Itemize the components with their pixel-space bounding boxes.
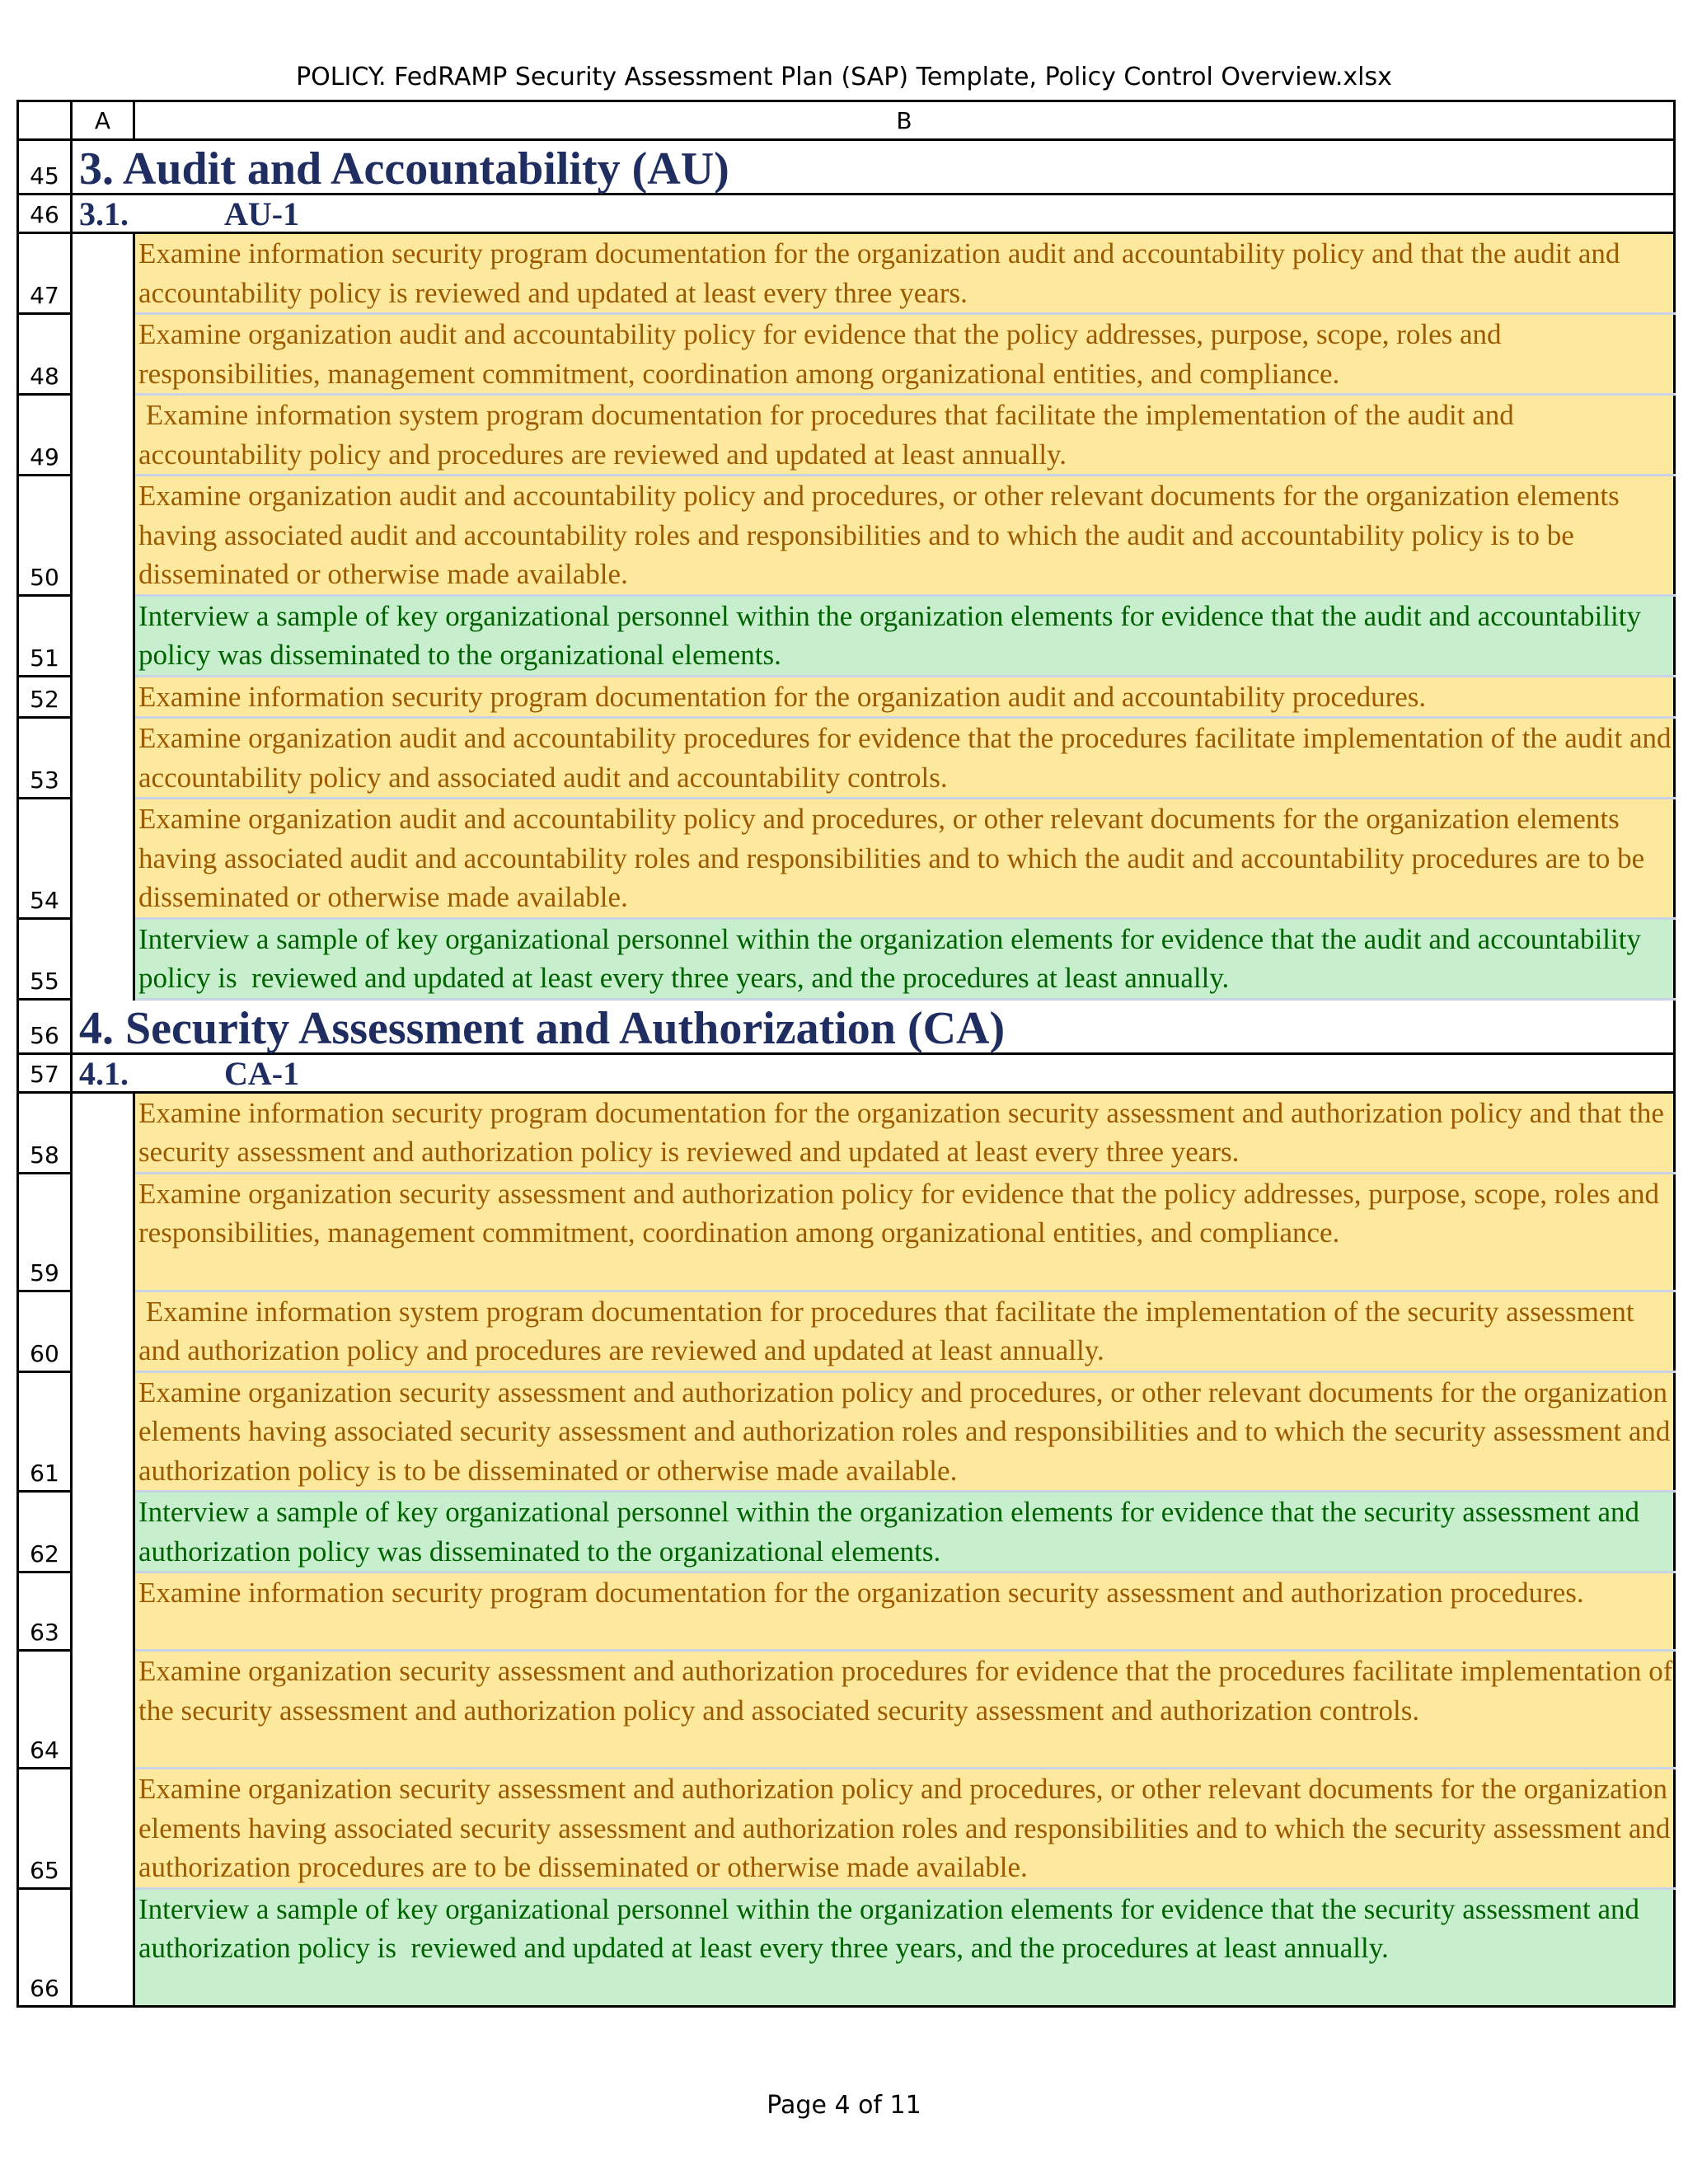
table-row: [18, 1053, 1675, 1092]
interview-procedure-cell[interactable]: Interview a sample of key organizational personnel within the organization elements for evidence that the audit and accountability policy was disseminated to the organizational elements.: [134, 595, 1675, 676]
table-row: [18, 799, 1675, 919]
row-number[interactable]: 63: [18, 1572, 72, 1651]
cell-a[interactable]: [72, 395, 134, 476]
table-row: [18, 395, 1675, 476]
cell-a[interactable]: [72, 476, 134, 596]
cell-a[interactable]: [72, 595, 134, 676]
examine-procedure-cell[interactable]: Examine information security program documentation for the organization audit and accountability policy and that the audit and accountability policy is reviewed and updated at least every three years.: [134, 233, 1675, 314]
examine-procedure-cell[interactable]: Examine information security program documentation for the organization audit and accountability procedures.: [134, 676, 1675, 718]
row-number[interactable]: 53: [18, 718, 72, 799]
table-row: [18, 718, 1675, 799]
table-row: [18, 1572, 1675, 1651]
examine-procedure-cell[interactable]: Examine organization audit and accountability policy and procedures, or other relevant documents for the organization elements having associated audit and accountability roles and responsibilities and to which the audit and accountability procedures are to be disseminated or otherwise made available.: [134, 799, 1675, 919]
page-footer: Page 4 of 11: [767, 2091, 921, 2120]
cell-a[interactable]: [72, 1291, 134, 1371]
examine-procedure-cell[interactable]: Examine organization audit and accountability policy and procedures, or other relevant documents for the organization elements having associated audit and accountability roles and responsibilities and to which the audit and accountability policy is to be disseminated or otherwise made available.: [134, 476, 1675, 596]
section-heading-cell[interactable]: [72, 999, 1675, 1053]
column-header-a[interactable]: A: [72, 101, 134, 140]
row-number[interactable]: 54: [18, 799, 72, 919]
corner-cell[interactable]: [18, 101, 72, 140]
table-row: [18, 676, 1675, 718]
table-row: [18, 140, 1675, 194]
cell-a[interactable]: [72, 233, 134, 314]
table-row: [18, 1173, 1675, 1291]
cell-a[interactable]: [72, 1092, 134, 1173]
cell-a[interactable]: [72, 1173, 134, 1291]
examine-procedure-cell[interactable]: Examine information system program documentation for procedures that facilitate the implementation of the security assessment and authorization policy and procedures are reviewed and updated at least annually.: [134, 1291, 1675, 1371]
row-number[interactable]: 56: [18, 999, 72, 1053]
row-number[interactable]: 46: [18, 194, 72, 233]
cell-a[interactable]: [72, 314, 134, 395]
cell-a[interactable]: [72, 1371, 134, 1492]
column-header-row: [18, 101, 1675, 140]
row-number[interactable]: 59: [18, 1173, 72, 1291]
examine-procedure-cell[interactable]: Examine organization security assessment and authorization procedures for evidence that the procedures facilitate implementation of the security assessment and authorization policy and associated security assessment and authorization controls.: [134, 1651, 1675, 1769]
row-number[interactable]: 66: [18, 1888, 72, 2006]
examine-procedure-cell[interactable]: Examine organization audit and accountability procedures for evidence that the procedures facilitate implementation of the audit and accountability policy and associated audit and accountability controls.: [134, 718, 1675, 799]
table-row: [18, 1291, 1675, 1371]
spreadsheet-table: [16, 100, 1681, 2008]
table-row: [18, 918, 1675, 999]
interview-procedure-cell[interactable]: Interview a sample of key organizational personnel within the organization elements for evidence that the audit and accountability policy is reviewed and updated at least every three years, and the procedures at least annually.: [134, 918, 1675, 999]
table-row: [18, 1092, 1675, 1173]
column-header-b[interactable]: B: [134, 101, 1675, 140]
row-number[interactable]: 64: [18, 1651, 72, 1769]
row-number[interactable]: 61: [18, 1371, 72, 1492]
row-number[interactable]: 50: [18, 476, 72, 596]
subsection-heading-cell[interactable]: [72, 1053, 1675, 1092]
examine-procedure-cell[interactable]: Examine organization security assessment and authorization policy and procedures, or other relevant documents for the organization elements having associated security assessment and authorization roles and responsibilities and to which the security assessment and authorization procedures are to be disseminated or otherwise made available.: [134, 1769, 1675, 1889]
examine-procedure-cell[interactable]: Examine organization audit and accountability policy for evidence that the policy addresses, purpose, scope, roles and responsibilities, management commitment, coordination among organizational entities, and compliance.: [134, 314, 1675, 395]
section-heading-cell[interactable]: [72, 140, 1675, 194]
examine-procedure-cell[interactable]: Examine information security program documentation for the organization security assessment and authorization policy and that the security assessment and authorization policy is reviewed and updated at least every three years.: [134, 1092, 1675, 1173]
section-heading: 3. Audit and Accountability (AU): [79, 143, 729, 194]
document-title: POLICY. FedRAMP Security Assessment Plan (SAP) Template, Policy Control Overview.xlsx: [296, 63, 1392, 91]
table-row: [18, 1492, 1675, 1572]
table-row: [18, 194, 1675, 233]
row-number[interactable]: 57: [18, 1053, 72, 1092]
subsection-heading: AU-1: [224, 195, 300, 232]
cell-a[interactable]: [72, 799, 134, 919]
row-number[interactable]: 55: [18, 918, 72, 999]
table-row: [18, 595, 1675, 676]
cell-a[interactable]: [72, 918, 134, 999]
subsection-heading: CA-1: [224, 1054, 300, 1092]
row-number[interactable]: 51: [18, 595, 72, 676]
table-row: [18, 1371, 1675, 1492]
row-number[interactable]: 48: [18, 314, 72, 395]
section-heading: 4. Security Assessment and Authorization (CA): [79, 1002, 1006, 1054]
cell-a[interactable]: [72, 1769, 134, 1889]
subsection-number: 3.1.: [79, 195, 129, 232]
cell-a[interactable]: [72, 1572, 134, 1651]
table-row: [18, 1769, 1675, 1889]
cell-a[interactable]: [72, 676, 134, 718]
row-number[interactable]: 47: [18, 233, 72, 314]
row-number[interactable]: 65: [18, 1769, 72, 1889]
table-row: [18, 999, 1675, 1053]
examine-procedure-cell[interactable]: Examine organization security assessment and authorization policy and procedures, or other relevant documents for the organization elements having associated security assessment and authorization roles and responsibilities and to which the security assessment and authorization policy is to be disseminated or otherwise made available.: [134, 1371, 1675, 1492]
cell-a[interactable]: [72, 1651, 134, 1769]
table-row: [18, 314, 1675, 395]
row-number[interactable]: 52: [18, 676, 72, 718]
row-number[interactable]: 60: [18, 1291, 72, 1371]
interview-procedure-cell[interactable]: Interview a sample of key organizational personnel within the organization elements for evidence that the security assessment and authorization policy was disseminated to the organizational elements.: [134, 1492, 1675, 1572]
cell-a[interactable]: [72, 1492, 134, 1572]
sheet-rows: [18, 140, 1681, 2007]
row-number[interactable]: 58: [18, 1092, 72, 1173]
interview-procedure-cell[interactable]: Interview a sample of key organizational personnel within the organization elements for evidence that the security assessment and authorization policy is reviewed and updated at least every three years, and the procedures at least annually.: [134, 1888, 1675, 2006]
row-number[interactable]: 62: [18, 1492, 72, 1572]
table-row: [18, 233, 1675, 314]
cell-a[interactable]: [72, 1888, 134, 2006]
examine-procedure-cell[interactable]: Examine organization security assessment and authorization policy for evidence that the policy addresses, purpose, scope, roles and responsibilities, management commitment, coordination among organizational entities, and compliance.: [134, 1173, 1675, 1291]
examine-procedure-cell[interactable]: Examine information security program documentation for the organization security assessment and authorization procedures.: [134, 1572, 1675, 1651]
cell-a[interactable]: [72, 718, 134, 799]
table-row: [18, 1888, 1675, 2006]
row-number[interactable]: 49: [18, 395, 72, 476]
examine-procedure-cell[interactable]: Examine information system program documentation for procedures that facilitate the implementation of the audit and accountability policy and procedures are reviewed and updated at least annually.: [134, 395, 1675, 476]
row-number[interactable]: 45: [18, 140, 72, 194]
table-row: [18, 476, 1675, 596]
subsection-heading-cell[interactable]: [72, 194, 1675, 233]
table-row: [18, 1651, 1675, 1769]
subsection-number: 4.1.: [79, 1054, 129, 1092]
